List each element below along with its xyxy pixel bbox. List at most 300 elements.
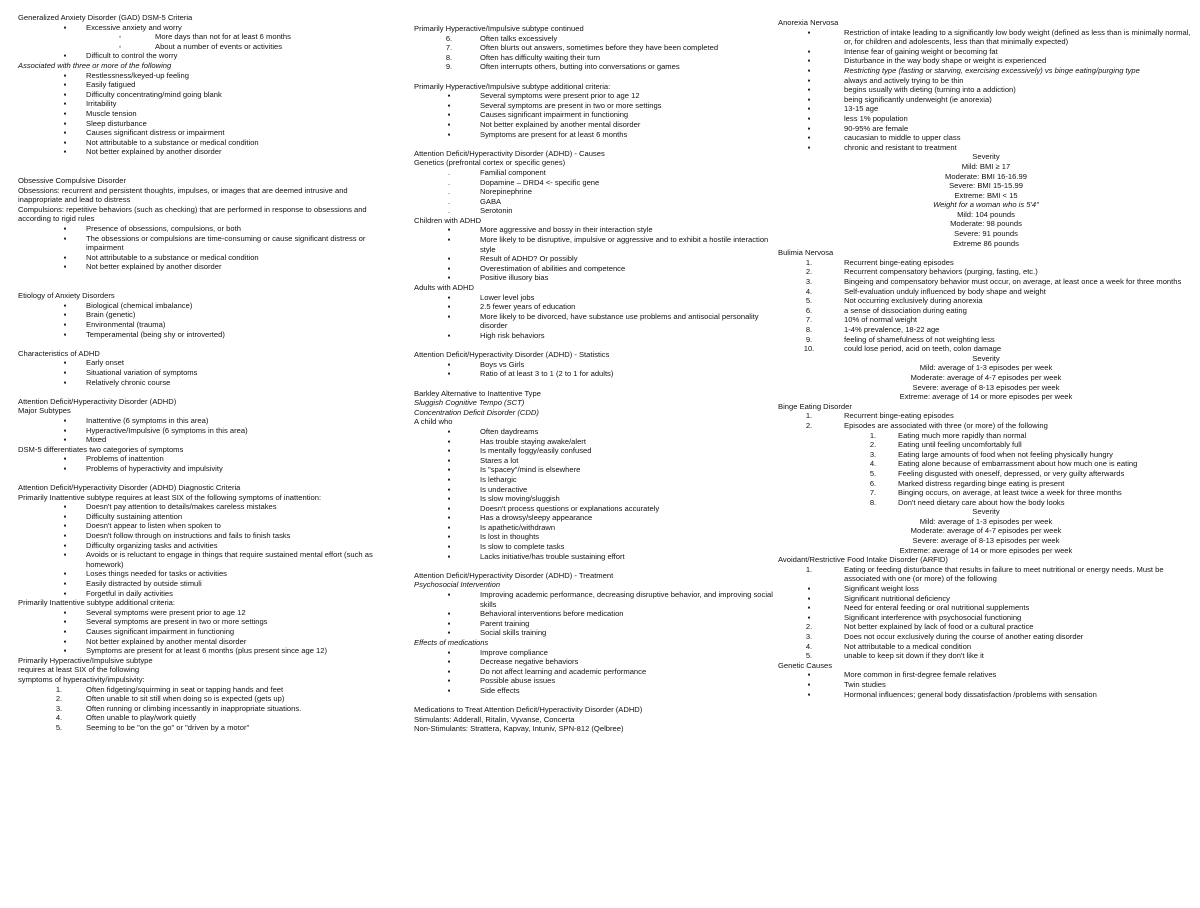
list-item [18,550,388,569]
list-item-text: Hyperactive/Impulsive (6 symptoms in this area) [86,425,248,435]
list-number: 6. [805,305,813,315]
list-item-text: Is "spacey"/mind is elsewhere [480,465,581,475]
bullet-icon: ▪ [447,273,451,283]
list-item-text: Symptoms are present for at least 6 months (plus present since age 12) [86,646,328,656]
list-item-text: could lose period, acid on teeth, colon damage [844,344,1002,354]
list-item-text: Often unable to sit still when doing so is expected (gets up) [86,694,285,704]
list-number: 6. [869,478,877,488]
bullet-icon: ▪ [807,612,811,622]
bullet-icon: ▪ [447,446,451,456]
list-item-text: Muscle tension [86,108,137,118]
bullet-icon: ▪ [63,463,67,473]
list-item [778,498,1194,508]
bullet-icon: ▪ [63,569,67,579]
bullet-icon: ▪ [63,358,67,368]
bullet-icon: ▪ [63,521,67,531]
spacer [414,379,774,389]
centered-line: Extreme: average of 14 or more episodes per week [899,392,1073,402]
list-item-text: 1-4% prevalence, 18-22 age [844,325,940,334]
list-item [18,713,388,723]
list-item [18,589,388,599]
list-item-text: 13-15 age [844,104,879,114]
list-item-text: less 1% population [844,113,908,123]
spacer [18,272,388,291]
bullet-icon: ▪ [447,503,451,513]
list-item [18,435,388,445]
list-item [18,378,388,388]
list-item-text: More likely to be divorced, have substance use problems and antisocial personality disorder [480,311,759,331]
spacer [414,139,774,149]
list-item-text: caucasian to middle to upper class [844,133,961,143]
list-item-text: More common in first-degree female relatives [844,670,997,680]
list-item-text: Eating much more rapidly than normal [898,430,1027,440]
list-item [18,119,388,129]
list-item-text: More days than not for at least 6 months [155,32,291,42]
list-item [18,704,388,714]
centered-line: Extreme 86 pounds [953,238,1019,248]
list-item-text: always and actively trying to be thin [844,75,964,85]
bullet-icon: ▪ [447,235,451,245]
section-heading: Primarily Hyperactive/Impulsive subtype continued [414,24,584,33]
list-item-text: Symptoms are present for at least 6 months [480,129,628,139]
bullet-icon: ▪ [447,129,451,139]
list-item [18,32,388,42]
list-item [778,670,1194,680]
list-item [414,676,774,686]
list-number: 8. [869,497,877,507]
subheading: Associated with three or more of the following [18,60,172,70]
list-item-text: Doesn't pay attention to details/makes careless mistakes [86,502,277,512]
list-item-text: Often blurts out answers, sometimes before they have been completed [480,43,719,53]
list-item-text: Forgetful in daily activities [86,588,173,598]
list-item [414,686,774,696]
list-item [778,690,1194,700]
bullet-icon: ▪ [807,679,811,689]
bullet-icon: ▪ [447,542,451,552]
list-item-text: Doesn't process questions or explanations accurately [480,503,660,513]
list-item-text: Stares a lot [480,455,519,465]
list-item-text: Several symptoms are present in two or more settings [86,617,268,627]
list-item-text: Restricting type (fasting or starving, exercising excessively) vs binge eating/purging type [844,65,1140,75]
list-item [414,293,774,303]
list-item [18,301,388,311]
list-number: 2. [805,420,813,430]
centered-line: Severity [972,507,1000,517]
list-number: 2. [869,440,877,450]
list-item [778,651,1194,661]
list-item-text: Twin studies [844,679,886,689]
bullet-icon: ▪ [447,331,451,340]
list-item [414,225,774,235]
list-number: 1. [805,411,813,421]
section-heading: Generalized Anxiety Disorder (GAD) DSM-5 Criteria [18,13,193,22]
bullet-icon: ▪ [63,511,67,521]
list-number: 4. [869,459,877,469]
list-item-text: Not attributable to a medical condition [844,641,972,651]
bullet-icon: ▪ [807,123,811,133]
list-item-text: Not better explained by lack of food or a cultural practice [844,622,1034,632]
centered-line: Severe: average of 8-13 episodes per week [912,536,1060,546]
column-2 [414,24,774,734]
list-item-text: begins usually with dieting (turning into a addiction) [844,85,1016,95]
spacer [18,157,388,176]
list-number: 3. [869,449,877,459]
list-item-text: chronic and resistant to treatment [844,142,957,152]
list-item [414,53,774,63]
list-number: 1. [805,257,813,267]
list-item [18,579,388,589]
list-item [18,310,388,320]
list-item [18,637,388,647]
list-item-text: Side effects [480,685,520,695]
list-item-text: Episodes are associated with three (or more) of the following [844,420,1048,430]
list-item [18,685,388,695]
bullet-icon: ◦ [118,32,122,42]
centered-line: Extreme: BMI < 15 [954,190,1018,200]
bullet-icon: ▪ [807,94,811,104]
list-item-text: Avoids or is reluctant to engage in things that require sustained mental effort (such as homework) [86,550,373,569]
list-item-text: Is apathetic/withdrawn [480,522,556,532]
list-item [414,619,774,629]
list-item-text: Often fidgeting/squirming in seat or tapping hands and feet [86,684,284,694]
column-3 [778,18,1194,699]
list-number: 9. [445,62,453,72]
list-item [414,532,774,542]
list-item-text: Several symptoms were present prior to age 12 [86,607,246,617]
bullet-icon: ▪ [447,666,451,676]
list-item-text: Biological (chemical imbalance) [86,300,193,310]
list-item [414,475,774,485]
list-item-text: Norepinephrine [480,187,532,197]
list-item-text: Improve compliance [480,647,548,657]
list-item [778,431,1194,441]
bullet-icon: ▪ [63,415,67,425]
list-item [778,143,1194,153]
list-item [414,465,774,475]
bullet-icon: . [447,187,451,197]
bullet-icon: ▪ [63,425,67,435]
bullet-icon: ▪ [447,685,451,695]
list-item-text: Improving academic performance, decreasing disruptive behavior, and improving social skills [480,590,773,609]
list-item [18,80,388,90]
list-item [18,262,388,272]
bullet-icon: ▪ [447,474,451,484]
subheading: Effects of medications [414,638,489,647]
bullet-icon: ▪ [447,484,451,494]
list-item [778,267,1194,277]
list-item [778,296,1194,306]
list-item [778,287,1194,297]
list-item-text: Difficulty organizing tasks and activities [86,540,218,550]
list-item-text: Marked distress regarding binge eating is present [898,478,1065,488]
list-item [414,130,774,140]
list-item-text: Recurrent binge-eating episodes [844,257,954,267]
list-item-text: Eating alone because of embarrassment about how much one is eating [898,459,1138,469]
list-number: 1. [55,684,63,694]
bullet-icon: ▪ [63,310,67,320]
section-heading: Attention Deficit/Hyperactivity Disorder (ADHD) [18,396,177,406]
list-item [414,235,774,254]
list-item-text: More aggressive and bossy in their interaction style [480,225,653,235]
list-item-text: Restriction of intake leading to a significantly low body weight (defined as less than is minimally normal, or, for children and adolescents, less than that minimally expected) [844,27,1191,47]
list-item-text: Restlessness/keyed-up feeling [86,70,189,80]
bullet-icon: ▪ [447,110,451,120]
bullet-icon: ▪ [63,502,67,512]
list-item [778,450,1194,460]
list-item [18,569,388,579]
list-item-text: Decrease negative behaviors [480,657,579,667]
list-item-text: Feeling disgusted with oneself, depressed, or very guilty afterwards [898,468,1125,478]
bullet-icon: ▪ [63,636,67,646]
bullet-icon: ▪ [63,454,67,464]
list-item [778,114,1194,124]
section-heading: Binge Eating Disorder [778,401,852,411]
list-item [778,277,1194,287]
list-number: 5. [805,651,813,661]
bullet-icon: ▪ [63,367,67,377]
list-number: 7. [805,315,813,325]
section-heading: Genetic Causes [778,660,833,670]
list-item-text: feeling of shamefulness of not weighting less [844,334,995,344]
column-1 [18,13,388,733]
list-item-text: Is lost in thoughts [480,532,540,542]
list-item-text: More likely to be disruptive, impulsive or aggressive and to exhibit a hostile interaction style [480,235,769,254]
list-item-text: Eating large amounts of food when not feeling physically hungry [898,449,1113,459]
list-number: 8. [445,52,453,62]
bullet-icon: ▪ [63,99,67,109]
list-item [18,147,388,157]
bullet-icon: ▪ [63,329,67,339]
list-item [414,523,774,533]
bullet-icon: ▪ [807,142,811,152]
list-item-text: being significantly underweight (ie anorexia) [844,94,992,104]
section-heading: Attention Deficit/Hyperactivity Disorder (ADHD) Diagnostic Criteria [18,483,241,493]
paragraph: A child who [414,417,453,427]
list-item-text: Significant interference with psychosocial functioning [844,612,1022,622]
list-item [18,646,388,656]
bullet-icon: ▪ [447,436,451,446]
bullet-icon: ▪ [63,137,67,147]
list-item [414,331,774,341]
list-item-text: Doesn't follow through on instructions and fails to finish tasks [86,531,291,541]
list-number: 6. [445,33,453,43]
list-item [18,617,388,627]
list-item-text: Has trouble staying awake/alert [480,436,586,446]
bullet-icon: ▪ [63,435,67,445]
list-item [778,344,1194,354]
list-item [414,91,774,101]
bullet-icon: ▪ [63,579,67,589]
list-item [778,603,1194,613]
bullet-icon: ▪ [63,607,67,617]
list-item [18,234,388,253]
section-heading: Primarily Hyperactive/Impulsive subtype additional criteria: [414,81,611,91]
paragraph: Primarily Hyperactive/Impulsive subtype requires at least SIX of the following symptoms of hyperactivity/impulsivity: [18,655,153,684]
list-item [18,694,388,704]
list-item [778,85,1194,95]
list-item [18,541,388,551]
bullet-icon: ▪ [807,75,811,85]
list-item-text: Presence of obsessions, compulsions, or both [86,224,241,234]
centered-line: Severity [972,353,1000,363]
list-item-text: Not better explained by another disorder [86,147,222,157]
bullet-icon: ▪ [447,359,451,369]
list-item [18,99,388,109]
section-heading: Avoidant/Restrictive Food Intake Disorder (ARFID) [778,555,948,565]
bullet-icon: ▪ [63,22,67,32]
list-item-text: Difficulty sustaining attention [86,511,183,521]
list-item-text: Not better explained by another mental disorder [86,636,247,646]
list-item-text: Easily distracted by outside stimuli [86,579,202,589]
bullet-icon: ▪ [63,233,67,243]
bullet-icon: ▪ [447,455,451,465]
list-item-text: Not occurring exclusively during anorexia [844,296,983,306]
list-item [18,627,388,637]
spacer [414,72,774,82]
list-number: 2. [55,694,63,704]
bullet-icon: ▪ [63,70,67,80]
list-item-text: Relatively chronic course [86,377,171,387]
list-item-text: Parent training [480,618,530,628]
bullet-icon: . [447,177,451,187]
bullet-icon: ▪ [447,225,451,235]
centered-line: Moderate: BMI 16-16.99 [945,171,1027,181]
bullet-icon: ▪ [63,540,67,550]
list-item-text: Does not occur exclusively during the course of another eating disorder [844,632,1084,641]
centered-line: Moderate: 98 pounds [950,219,1022,229]
bullet-icon: ▪ [447,263,451,273]
list-item [18,454,388,464]
list-item [414,542,774,552]
list-item [414,504,774,514]
list-item [778,584,1194,594]
bullet-icon: ▪ [447,494,451,504]
bullet-icon: . [447,196,451,206]
bullet-icon: ▪ [63,617,67,627]
list-item [778,459,1194,469]
list-item-text: Result of ADHD? Or possibly [480,254,578,264]
list-number: 4. [805,641,813,651]
paragraph: Stimulants: Adderall, Ritalin, Vyvanse, Concerta [414,714,575,724]
list-item [778,421,1194,431]
list-item [18,608,388,618]
list-item-text: High risk behaviors [480,331,545,340]
bullet-icon: ▪ [447,100,451,110]
bullet-icon: ▪ [447,522,451,532]
list-item-text: Overestimation of abilities and competence [480,263,626,273]
list-item-text: Several symptoms were present prior to age 12 [480,91,640,101]
bullet-icon: ▪ [447,590,451,600]
list-item [18,320,388,330]
list-item [778,642,1194,652]
list-item-text: Don't need dietary care about how the body looks [898,497,1065,507]
list-number: 2. [805,622,813,632]
list-item [778,411,1194,421]
list-item [18,42,388,52]
bullet-icon: ▪ [447,119,451,129]
bullet-icon: ▪ [63,80,67,90]
bullet-icon: ▪ [447,465,451,475]
bullet-icon: ▪ [447,513,451,523]
list-item-text: Is slow moving/sluggish [480,494,560,504]
list-item [778,56,1194,66]
list-item-text: Early onset [86,358,124,368]
bullet-icon: ▪ [807,46,811,56]
bullet-icon: ▪ [807,104,811,114]
list-item [414,369,774,379]
bullet-icon: ▪ [63,531,67,541]
bullet-icon: ▪ [63,118,67,128]
list-item [18,358,388,368]
paragraph: Genetics (prefrontal cortex or specific genes) [414,158,566,168]
bullet-icon: ▪ [63,108,67,118]
list-item-text: Binging occurs, on average, at least twice a week for three months [898,488,1122,498]
bullet-icon: ▪ [807,56,811,66]
centered-line: Extreme: average of 14 or more episodes per week [899,545,1073,555]
bullet-icon: ▪ [63,128,67,138]
list-item-text: Hormonal influences; general body dissatisfaction /problems with sensation [844,689,1097,699]
list-item-text: Causes significant impairment in functioning [480,110,629,120]
subheading: Concentration Deficit Disorder (CDD) [414,407,539,417]
list-number: 2. [805,267,813,277]
list-item-text: unable to keep sit down if they don't like it [844,651,984,661]
bullet-icon: ▪ [63,550,67,560]
paragraph: DSM-5 differentiates two categories of symptoms [18,444,184,454]
spacer [414,341,774,351]
list-item [778,335,1194,345]
bullet-icon: ▪ [447,254,451,264]
list-item [18,368,388,378]
bullet-icon: ▪ [807,27,811,37]
list-item [18,464,388,474]
paragraph: Non-Stimulants: Strattera, Kapvay, Intuniv, SPN-812 (Qelbree) [414,724,624,734]
list-item [18,109,388,119]
list-number: 3. [805,277,813,287]
list-item [414,187,774,197]
paragraph: Primarily Inattentive subtype requires at least SIX of the following symptoms of inattention: [18,492,322,502]
list-number: 3. [55,703,63,713]
list-item-text: Boys vs Girls [480,359,525,369]
list-item [414,43,774,53]
list-item [778,124,1194,134]
bullet-icon: ▪ [807,670,811,680]
list-item [18,723,388,733]
list-item-text: Serotonin [480,206,513,216]
list-item-text: Sleep disturbance [86,118,147,128]
list-item [778,66,1194,76]
list-item [414,485,774,495]
list-item [778,622,1194,632]
list-item [778,565,1194,584]
list-number: 4. [55,713,63,723]
bullet-icon: ▪ [807,85,811,95]
list-item [778,47,1194,57]
list-item [414,446,774,456]
list-item-text: The obsessions or compulsions are time-consuming or cause significant distress or impairment [86,233,366,253]
subheading: Psychosocial Intervention [414,580,501,590]
list-item-text: Ratio of at least 3 to 1 (2 to 1 for adults) [480,369,614,379]
spacer [18,339,388,349]
list-item-text: Social skills training [480,628,547,638]
list-item-text: Is mentally foggy/easily confused [480,446,592,456]
list-item-text: Not attributable to a substance or medical condition [86,252,259,262]
bullet-icon: ▪ [63,252,67,262]
list-item [778,315,1194,325]
list-item-text: Difficulty concentrating/mind going blank [86,89,222,99]
centered-line: Mild: BMI ≥ 17 [961,161,1011,171]
bullet-icon: ▪ [63,377,67,387]
list-item [778,104,1194,114]
